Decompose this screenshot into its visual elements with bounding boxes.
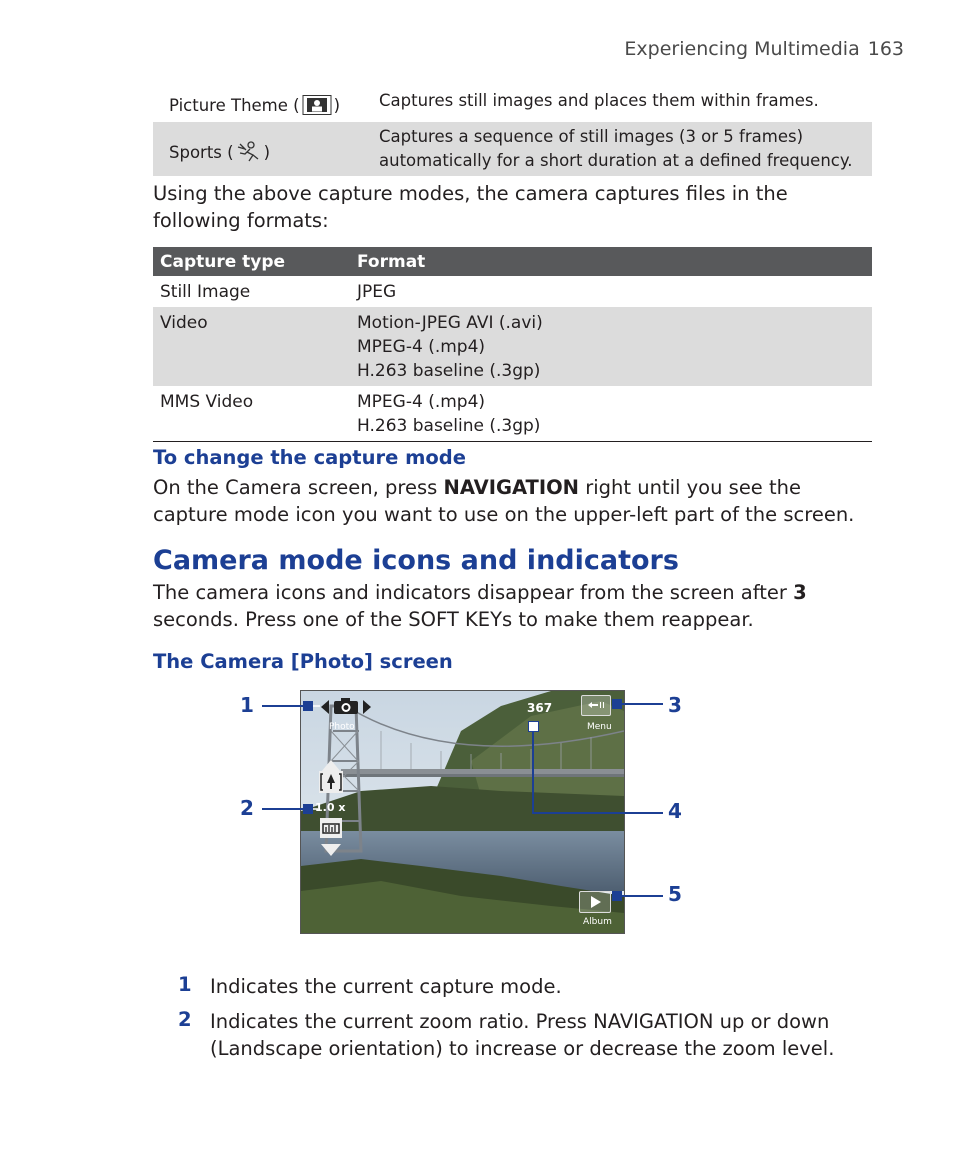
list-number: 2: [178, 1008, 192, 1031]
callout-marker-4: [528, 721, 539, 732]
format-cell: JPEG: [357, 282, 397, 302]
mode-description: Captures still images and places them within frames.: [379, 91, 819, 110]
header-section: Experiencing Multimedia: [624, 38, 860, 60]
format-cell: Motion-JPEG AVI (.avi) MPEG-4 (.mp4) H.263 baseline (.3gp): [350, 307, 872, 386]
callout-number: 3: [668, 693, 682, 717]
mode-description: Captures a sequence of still images (3 or 5 frames) automatically for a short duration at a defined frequency.: [379, 127, 853, 170]
capture-type-cell: Video: [153, 307, 350, 386]
menu-label: Menu: [587, 722, 612, 732]
photo-screen-heading: The Camera [Photo] screen: [153, 650, 453, 673]
callout-marker-5: [612, 891, 622, 901]
callout-number: 5: [668, 882, 682, 906]
page-number: 163: [867, 38, 904, 60]
change-mode-heading: To change the capture mode: [153, 446, 466, 469]
album-label: Album: [583, 917, 612, 927]
section-paragraph: The camera icons and indicators disappear from the screen after 3 seconds. Press one of the SOFT KEYs to make them reappear.: [153, 581, 807, 631]
mode-name: Sports ( ): [169, 143, 271, 162]
list-item: Indicates the current zoom ratio. Press NAVIGATION up or down (Landscape orientation) to increase or decrease the zoom level.: [210, 1010, 835, 1060]
format-cell: MPEG-4 (.mp4) H.263 baseline (.3gp): [350, 386, 872, 442]
callout-marker-3: [612, 699, 622, 709]
list-number: 1: [178, 973, 192, 996]
column-header: Format: [350, 247, 872, 276]
column-header: Capture type: [153, 247, 350, 276]
change-mode-paragraph: On the Camera screen, press NAVIGATION right until you see the capture mode icon you want to use on the upper-left part of the screen.: [153, 476, 855, 526]
callout-number: 1: [240, 693, 254, 717]
callout-number: 2: [240, 796, 254, 820]
callout-number: 4: [668, 799, 682, 823]
section-title: Camera mode icons and indicators: [153, 545, 679, 576]
callout-marker-2: [303, 804, 313, 814]
intro-paragraph: Using the above capture modes, the camera captures files in the following formats:: [153, 182, 788, 232]
list-item: Indicates the current capture mode.: [210, 975, 562, 998]
zoom-ratio: 1.0 x: [315, 801, 346, 814]
mode-label: Photo: [329, 722, 355, 732]
capture-type-cell: Still Image: [160, 282, 251, 302]
capture-type-cell: MMS Video: [153, 386, 350, 442]
mode-name: Picture Theme ( ): [169, 96, 341, 115]
callout-marker-1: [303, 701, 313, 711]
shot-counter: 367: [527, 701, 553, 715]
